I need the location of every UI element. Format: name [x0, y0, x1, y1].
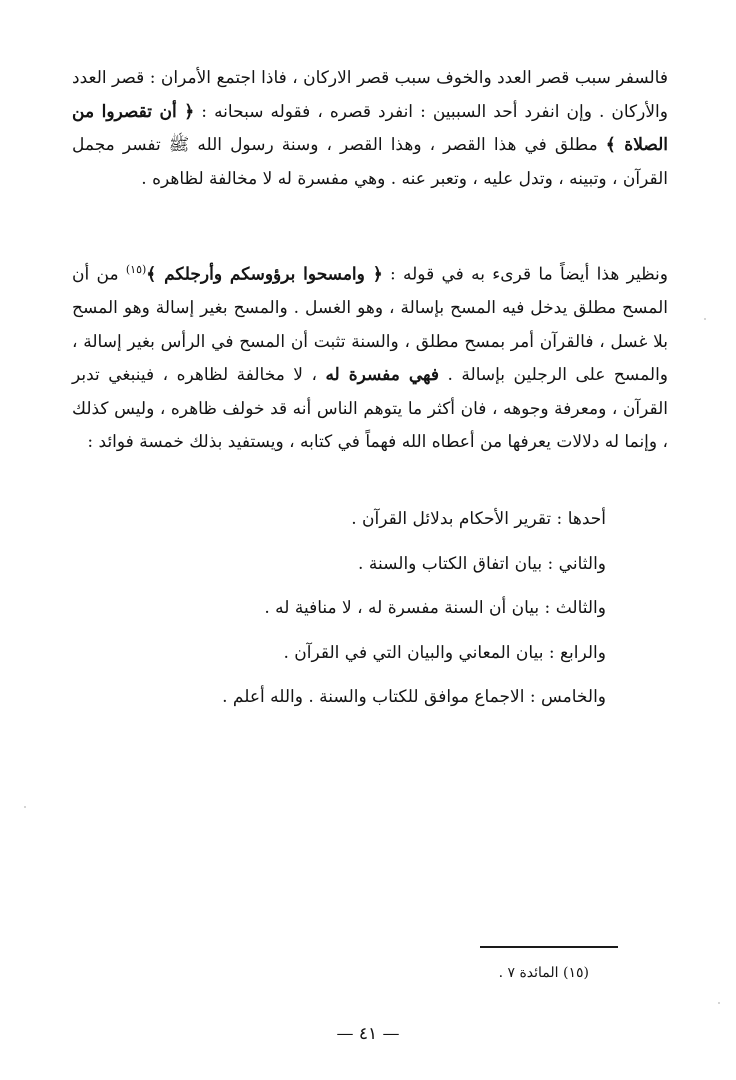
- paragraph-2: [72, 253, 668, 460]
- benefit-item-2: والثاني : بيان اتفاق الكتاب والسنة .: [358, 553, 606, 574]
- footnote-reference: (١٥): [125, 263, 147, 276]
- paragraph-2-text-end: ، لا مخالفة لظاهره ، فينبغي تدبر القرآن ، ومعرفة وجوهه ، فان أكثر ما يتوهم الناس أنه قد خولف ظاهره ، وليس كذلك ، وإنما له دلالات يعرفها من أعطاه الله فهماً في كتابه ، ويستفيد بذلك خمسة فوائد :: [72, 365, 668, 453]
- paragraph-2-bold-phrase: فهي مفسرة له: [325, 365, 440, 386]
- footnote: (١٥) المائدة ٧ .: [498, 965, 589, 981]
- paragraph-1-text-start: فالسفر سبب قصر العدد والخوف سبب قصر الاركان ، فاذا اجتمع الأمران : قصر العدد والأركان . وإن انفرد أحد السببين : انفرد قصره ، فقوله سبحانه :: [72, 68, 668, 122]
- quran-quote-salah: ﴿ أن تقصروا من الصلاة ﴾: [72, 101, 668, 155]
- footnote-divider: [480, 946, 618, 948]
- benefit-item-4: والرابع : بيان المعاني والبيان التي في القرآن .: [283, 642, 606, 663]
- benefits-list: [72, 497, 606, 720]
- scan-speck: [24, 806, 26, 808]
- benefit-item-1: أحدها : تقرير الأحكام بدلائل القرآن .: [351, 509, 606, 529]
- scan-speck: [718, 1002, 720, 1004]
- page-number: — ٤١ —: [336, 1024, 400, 1044]
- scan-speck: [704, 318, 706, 320]
- paragraph-1: [72, 62, 668, 196]
- quran-quote-wudu: ﴿ وامسحوا برؤوسكم وأرجلكم ﴾: [146, 264, 383, 285]
- benefit-item-5: والخامس : الاجماع موافق للكتاب والسنة . والله أعلم .: [222, 687, 606, 707]
- paragraph-2-text-start: ونظير هذا أيضاً ما قرىء به في قوله :: [382, 264, 668, 285]
- paragraph-2-text-middle: من أن المسح مطلق يدخل فيه المسح بإسالة ، وهو الغسل . والمسح بغير إسالة وهو المسح بلا غسل ، فالقرآن أمر بمسح مطلق ، والسنة تثبت أن المسح في الرأس بغير إسالة ، والمسح على الرجلين بإسالة .: [72, 264, 669, 386]
- paragraph-1-text-end: مطلق في هذا القصر ، وهذا القصر ، وسنة رسول الله ﷺ تفسر مجمل القرآن ، وتبينه ، وتدل عليه ، وتعبر عنه . وهي مفسرة له لا مخالفة لظاهره .: [72, 135, 668, 189]
- benefit-item-3: والثالث : بيان أن السنة مفسرة له ، لا منافية له .: [264, 598, 606, 618]
